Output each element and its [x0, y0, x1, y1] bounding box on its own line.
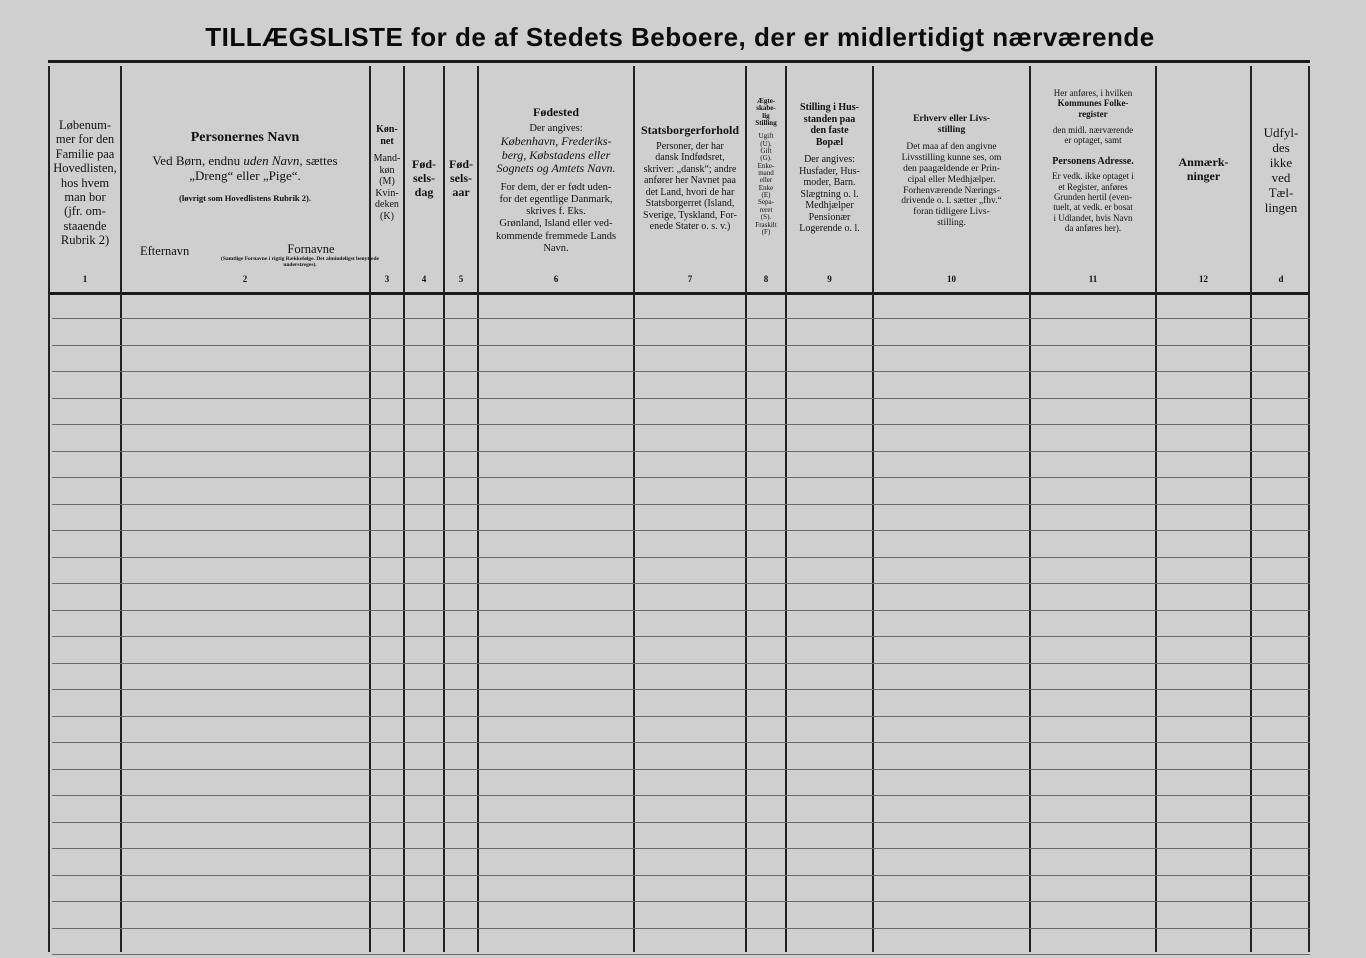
header-text-line: For dem, der er født uden-: [500, 182, 612, 194]
header-text-line: (G).: [760, 154, 772, 163]
header-text-line: Sverige, Tyskland, For-: [643, 209, 737, 221]
col7-header: [635, 124, 745, 233]
header-text-line: Udfyl-: [1263, 125, 1299, 140]
header-text-line: cipal eller Medhjælper.: [907, 174, 996, 185]
header-text-line: Navn.: [543, 242, 569, 254]
entry-row-line: [52, 477, 1310, 478]
header-text-line: Familie paa: [55, 146, 115, 161]
col9-header: [787, 102, 872, 235]
entry-row-line: [52, 504, 1310, 505]
header-text-line: et Register, anføres: [1058, 181, 1128, 192]
header-text-line: Medhjælper: [805, 200, 854, 211]
header-text-line: Pensionær: [808, 211, 851, 223]
header-text-line: Gift: [760, 147, 772, 156]
entry-row-line: [52, 795, 1310, 796]
header-text-line: net: [380, 135, 394, 147]
col6-header: [481, 106, 631, 255]
entry-row-line: [52, 689, 1310, 690]
header-text-line: Løbenum-: [58, 118, 112, 132]
header-text-line: hos hvem: [60, 175, 110, 190]
header-text-line: den midl. nærværende: [1052, 125, 1134, 136]
entry-row-line: [52, 530, 1310, 531]
column-bold-subheading: Personens Adresse.: [1052, 155, 1134, 167]
italic-block: [481, 135, 631, 176]
header-text-line: sels-: [450, 170, 472, 185]
header-text-line: Slægtning o. l.: [800, 188, 859, 200]
header-text-line: foran tidligere Livs-: [913, 207, 990, 218]
column-rule: [120, 66, 122, 952]
header-text-line: Husfader, Hus-: [799, 165, 860, 177]
header-text-line: den paagældende er Prin-: [903, 163, 1000, 174]
header-text-line: Der angives:: [804, 154, 855, 165]
cold-header: [1252, 126, 1310, 216]
entry-row-line: [52, 610, 1310, 611]
col1-header: [52, 118, 118, 247]
header-text-line: Forhenværende Nærings-: [903, 185, 1000, 196]
column-rule: [1155, 66, 1157, 952]
header-text-line: Hovedlisten,: [53, 161, 117, 176]
header-text-line: i Udlandet, hvis Navn: [1053, 212, 1133, 223]
header-text-line: ninger: [1186, 168, 1221, 183]
col2-fornavne-note: (Samtlige Fornavne i rigtig Rækkefølge. Det almindeligst benyttede understreges).: [221, 256, 379, 269]
col2-sub-part-italic: uden Navn: [243, 153, 300, 168]
entry-row-line: [52, 769, 1310, 770]
header-text-line: Ægte-: [756, 97, 776, 105]
entry-row-line: [52, 583, 1310, 584]
header-text-line: Stilling i Hus-: [800, 102, 859, 113]
header-text-line: standen paa: [803, 113, 856, 125]
header-text-line: tuelt, at vedk. er bosat: [1053, 202, 1133, 213]
entry-row-line: [52, 663, 1310, 664]
col8-header: [747, 98, 785, 236]
entry-row-line: [52, 742, 1310, 743]
header-text-line: drivende o. l. sætter „fhv.“: [901, 196, 1002, 207]
header-text-line: Fraskilt: [755, 220, 777, 229]
entry-row-line: [52, 557, 1310, 558]
header-text-line: eller: [759, 176, 773, 185]
header-text-line: Enke: [758, 183, 774, 192]
header-text-line: Er vedk. ikke optaget i: [1052, 171, 1134, 182]
entry-row-line: [52, 451, 1310, 452]
entry-row-line: [52, 424, 1310, 425]
header-text-line: des: [1272, 139, 1290, 155]
header-text-line: Enke-: [757, 161, 775, 170]
header-text-line: moder, Barn.: [803, 177, 856, 188]
header-text-line: (F): [761, 227, 771, 236]
header-text-line: skabe-: [756, 104, 776, 113]
header-text-line: Grunden hertil (even-: [1054, 191, 1132, 202]
header-text-line: København, Frederiks-: [500, 133, 612, 148]
header-text-line: Her anføres, i hvilken: [1053, 88, 1133, 98]
header-text-line: (K): [380, 210, 394, 222]
header-text-line: Køn-: [376, 124, 398, 135]
header-text-line: deken: [375, 199, 399, 210]
col2-heading: Personernes Navn: [190, 130, 300, 145]
entry-row-line: [52, 875, 1310, 876]
header-text-line: skrives f. Eks.: [526, 206, 586, 218]
entry-row-line: [52, 716, 1310, 717]
header-text-line: (jfr. om-: [64, 204, 106, 219]
col2-sub-part: Ved Børn, endnu: [152, 153, 244, 168]
col3-header: [371, 124, 403, 222]
header-text-line: enede Stater o. s. v.): [649, 221, 731, 233]
col12-header: [1157, 156, 1250, 184]
header-text-line: ved: [1271, 169, 1291, 185]
header-text-line: ikke: [1269, 154, 1293, 170]
col-number: 10: [947, 274, 956, 284]
col10-header: [874, 114, 1029, 229]
header-text-line: dag: [414, 184, 434, 199]
header-text-line: Fød-: [449, 157, 473, 171]
header-text-line: stilling.: [937, 218, 966, 229]
header-text-line: Anmærk-: [1178, 155, 1229, 169]
entry-row-line: [52, 928, 1310, 929]
header-text-line: Mand-: [373, 153, 401, 164]
header-text-line: Statsborgerret (Island,: [645, 198, 735, 210]
header-text-line: Bopæl: [815, 136, 844, 148]
entry-row-line: [52, 345, 1310, 346]
header-text-line: for det egentlige Danmark,: [499, 194, 613, 206]
header-text-line: staaende: [63, 218, 107, 233]
header-text-line: lig: [762, 111, 770, 120]
header-text-line: det Land, hvori de har: [645, 186, 735, 198]
col11-header: [1031, 88, 1155, 233]
col-number: 7: [687, 274, 693, 284]
col-number: 12: [1199, 274, 1208, 284]
header-text-line: stilling: [937, 124, 966, 135]
header-text-line: Tæl-: [1268, 184, 1294, 200]
header-text-line: Rubrik 2): [60, 233, 110, 247]
header-text-line: da anføres her).: [1064, 222, 1122, 233]
header-text-line: sels-: [413, 170, 435, 185]
header-text-line: (S).: [760, 213, 772, 222]
header-text-line: mer for den: [55, 132, 115, 147]
header-text-line: Livsstilling kunne ses, om: [901, 152, 1002, 163]
header-text-line: dansk Indfødsret,: [655, 152, 725, 164]
header-text-line: køn: [379, 164, 395, 176]
col-number: 6: [553, 274, 559, 284]
col-number: 5: [458, 274, 464, 284]
header-text-line: Det maa af den angivne: [906, 141, 997, 152]
col-number: d: [1278, 274, 1284, 284]
col2-fornavne-label: Fornavne: [287, 242, 335, 256]
header-top-rule: [48, 60, 1310, 63]
entry-row-line: [52, 318, 1310, 319]
column-rule: [477, 66, 479, 952]
col2-efternavn-label: Efternavn: [140, 244, 190, 258]
header-text-line: Erhverv eller Livs-: [913, 114, 990, 124]
col2-subtext: [130, 154, 360, 184]
header-text-line: aar: [452, 184, 470, 199]
header-text-line: kommende fremmede Lands: [495, 230, 617, 242]
header-bottom-rule: [48, 292, 1310, 295]
header-text-line: Ugift: [758, 132, 774, 141]
col5-header: [445, 158, 477, 199]
header-text-line: mand: [758, 169, 774, 178]
entry-row-line: [52, 848, 1310, 849]
col2-sub-part: , sættes: [299, 153, 338, 168]
col2-sub-part: „Dreng“ eller „Pige“.: [189, 167, 301, 183]
header-text-line: lingen: [1264, 199, 1298, 215]
header-text-line: Sognets og Amtets Navn.: [496, 161, 616, 176]
column-subheading: Der angives:: [529, 122, 583, 134]
col-number: 8: [763, 274, 769, 284]
entry-row-line: [52, 636, 1310, 637]
header-text-line: register: [1078, 108, 1108, 119]
header-text-line: Logerende o. l.: [799, 223, 860, 234]
entry-row-line: [52, 398, 1310, 399]
col-number: 2: [242, 274, 248, 284]
entry-row-line: [52, 954, 1310, 955]
header-text-line: Kvin-: [375, 187, 399, 199]
header-text-line: anfører her Navnet paa: [644, 175, 736, 187]
header-text-line: (U).: [760, 139, 772, 148]
header-text-line: reret: [759, 205, 773, 214]
header-text-line: er optaget, samt: [1064, 135, 1122, 146]
column-heading: Fødested: [533, 105, 579, 119]
header-text-line: Fød-: [412, 157, 436, 171]
header-text-line: Kommunes Folke-: [1057, 98, 1129, 109]
col-number: 1: [82, 274, 88, 284]
col-number: 4: [421, 274, 427, 284]
header-text-line: berg, Købstadens eller: [501, 147, 611, 162]
form-title: TILLÆGSLISTE for de af Stedets Beboere, der er midlertidigt nærværende: [205, 22, 1155, 52]
header-text-line: skriver: „dansk“; andre: [643, 163, 737, 175]
header-text-line: Personer, der har: [656, 140, 724, 152]
col2-note: (løvrigt som Hovedlistens Rubrik 2).: [179, 193, 311, 203]
col-number: 3: [384, 274, 390, 284]
entry-row-line: [52, 901, 1310, 902]
header-text-line: man bor: [64, 189, 106, 204]
header-text-line: (M): [379, 176, 395, 187]
column-rule: [48, 66, 50, 952]
col-number: 9: [827, 274, 832, 284]
column-heading: Statsborgerforhold: [641, 123, 739, 137]
entry-row-line: [52, 371, 1310, 372]
header-text-line: den faste: [810, 125, 849, 136]
header-text-line: (E): [761, 191, 771, 200]
col-number: 11: [1088, 274, 1098, 284]
header-text-line: Sepa-: [758, 198, 774, 207]
col4-header: [405, 158, 443, 199]
header-text-line: Grønland, Island eller ved-: [499, 218, 613, 230]
entry-row-line: [52, 822, 1310, 823]
header-text-line: Stilling: [755, 119, 777, 128]
